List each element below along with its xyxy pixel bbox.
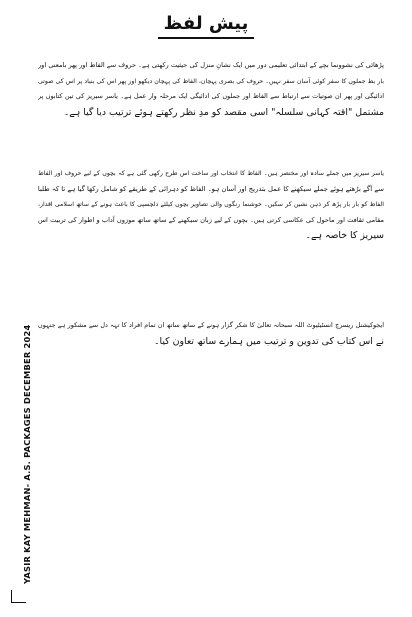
text-line: سیریز کا خاصہ ہے۔ bbox=[305, 230, 384, 241]
text-line: مقامی ثقافت اور ماحول کی عکاسی کرتی ہیں۔ بچوں کے لیے زبان سیکھنے کے ساتھ ساتھ موزوں آداب و اطوار کی تربیت اس bbox=[38, 215, 384, 224]
crop-mark bbox=[11, 590, 26, 603]
text-line: الفاظ کو بار بار پڑھ کر ذہن نشین کر سکیں۔ خوشنما رنگوں والی تصاویر بچوں کیلئے دلچسپی کا باعث ہونے کے ساتھ اسلامی اقدار، bbox=[38, 201, 384, 208]
paragraph-3 bbox=[38, 318, 384, 349]
text-line: بار بط جملوں کا سفر کوئی آسان سفر نہیں۔ حروف کی بصری پہچان، الفاظ کی پہچان دیکھو اور پھر اس کی بنیاد پر اس کی صوتی bbox=[38, 77, 384, 85]
text-line: پڑھائی کی نشوونما بچے کے ابتدائی تعلیمی دور میں ایک نشانِ منزل کی حیثیت رکھتی ہے۔ حروف سے الفاظ اور پھر بامعنی اور bbox=[38, 61, 384, 69]
page-title bbox=[0, 12, 412, 39]
text-line: ادائیگی اور پھر ان صوتیات سے ارتباط سے الفاظ اور جملوں کی ادائیگی ایک مرحلہ وار عمل ہے۔ یاسر سیریز کی تین کتابوں پر bbox=[38, 92, 384, 100]
text-line: سے آگے بڑھتے ہوئے جملے سیکھنے کا عمل بتدریج اور آسان ہو۔ الفاظ کو دہرائی کے طریقے کو شامل رکھا گیا ہے تا کہ طلبا bbox=[38, 184, 384, 193]
footer bbox=[14, 324, 32, 584]
footer-text: YASIR KAY MEHMAN- A.S. PACKAGES DECEMBER 2024 bbox=[22, 324, 32, 584]
paragraph-2 bbox=[38, 166, 384, 244]
text-line: مشتمل "اقتہ کہانی سلسلہ" اسی مقصد کو مدِ نظر رکھتے ہوئے ترتیب دیا گیا ہے۔ bbox=[63, 106, 384, 118]
text-line: یاسر سیریز میں جملے سادہ اور مختصر ہیں۔ الفاظ کا انتخاب اور ساخت اس طرح رکھی گئی ہے کہ بچوں کے لیے حروف اور الفاظ bbox=[38, 170, 384, 177]
text-line: نے اس کتاب کی تدوین و ترتیب میں ہمارے ساتھ تعاون کیا۔ bbox=[153, 335, 384, 347]
text-line: ایجوکیشنل ریسرچ انسٹیٹیوٹ اللہ سبحانہ تعالیٰ کا شکر گزار ہونے کے ساتھ ساتھ ان تمام افراد کا تہہ دل سے مشکور ہے جنہوں bbox=[38, 321, 384, 329]
title-text: پیش لفظ bbox=[158, 12, 255, 39]
paragraph-1 bbox=[38, 58, 384, 120]
